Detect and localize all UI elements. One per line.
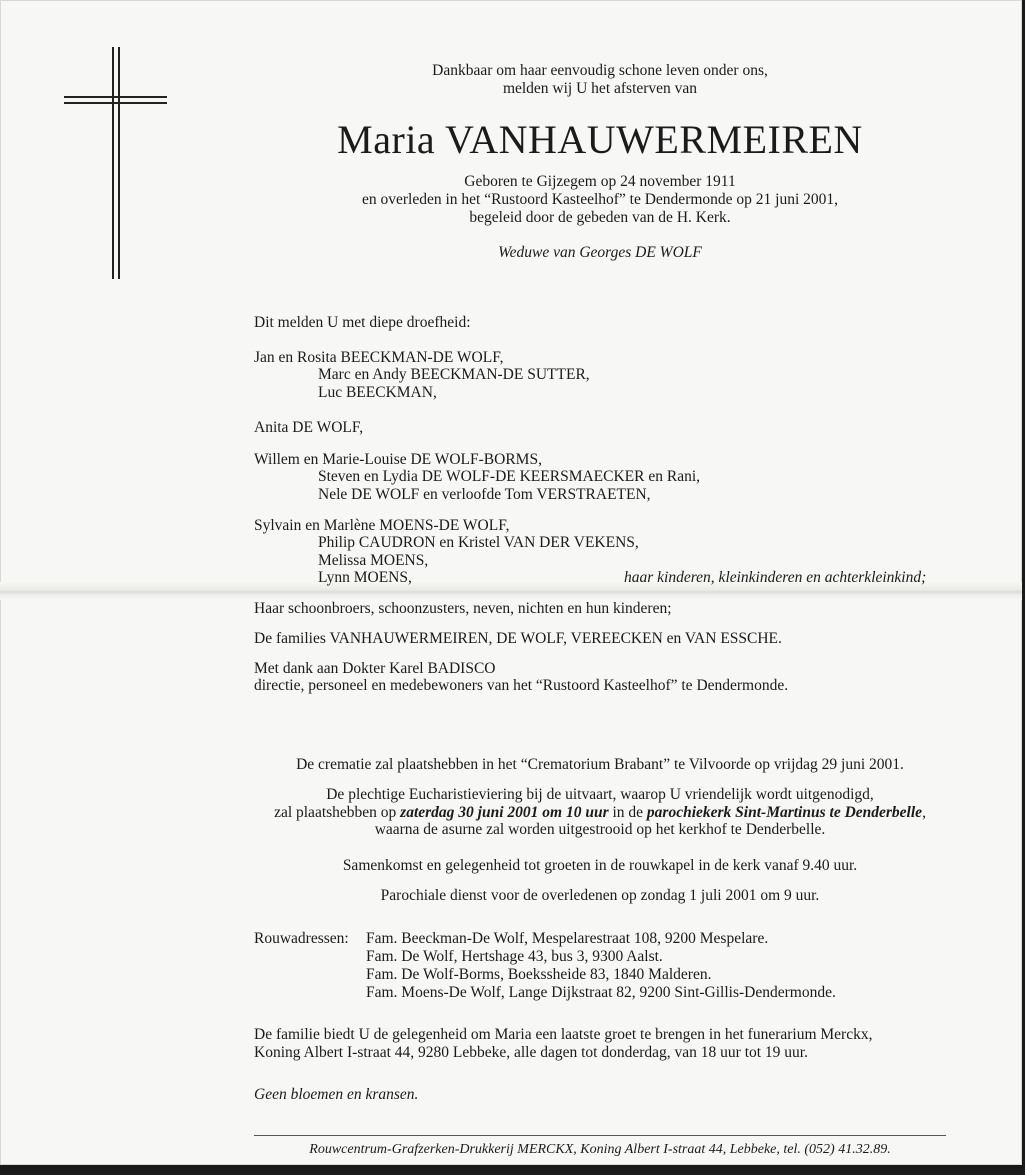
death-line: en overleden in het “Rustoord Kasteelhof” te Dendermonde op 21 juni 2001,	[361, 191, 839, 208]
family-member: Willem en Marie-Louise DE WOLF-BORMS,	[254, 451, 542, 468]
mass-line-3: waarna de asurne zal worden uitgestrooid op het kerkhof te Denderbelle.	[374, 821, 826, 838]
mass-text: in de	[608, 804, 647, 821]
relatives-line: Haar schoonbroers, schoonzusters, neven, nichten en hun kinderen;	[254, 600, 672, 617]
thanks-line-2: directie, personeel en medebewoners van het “Rustoord Kasteelhof” te Dendermonde.	[254, 677, 789, 694]
announcement: Dit melden U met diepe droefheid:	[254, 314, 471, 331]
family-member: Melissa MOENS,	[318, 552, 429, 569]
birth-line: Geboren te Gijzegem op 24 november 1911	[464, 173, 736, 190]
no-flowers: Geen bloemen en kransen.	[254, 1086, 419, 1103]
family-member: Sylvain en Marlène MOENS-DE WOLF,	[254, 517, 510, 534]
deceased-name: Maria VANHAUWERMEIREN	[337, 117, 863, 162]
intro-line-2: melden wij U het afsterven van	[502, 80, 698, 97]
parish-line: Parochiale dienst voor de overledenen op zondag 1 juli 2001 om 9 uur.	[380, 887, 820, 904]
address-item: Fam. De Wolf, Hertshage 43, bus 3, 9300 Aalst.	[366, 948, 663, 965]
footer-divider	[254, 1135, 946, 1136]
family-member: Steven en Lydia DE WOLF-DE KEERSMAECKER en Rani,	[318, 468, 701, 485]
widow-line: Weduwe van Georges DE WOLF	[498, 244, 702, 261]
mass-date: zaterdag 30 juni 2001 om 10 uur	[400, 804, 609, 821]
family-member: Marc en Andy BEECKMAN-DE SUTTER,	[318, 366, 590, 383]
family-member: Philip CAUDRON en Kristel VAN DER VEKENS,	[318, 534, 639, 551]
family-member: Lynn MOENS,	[318, 569, 412, 586]
family-member: Jan en Rosita BEECKMAN-DE WOLF,	[254, 349, 504, 366]
mass-line-1: De plechtige Eucharistieviering bij de uitvaart, waarop U vriendelijk wordt uitgenodigd,	[326, 786, 874, 803]
mass-text: ,	[922, 804, 926, 821]
address-item: Fam. De Wolf-Borms, Boekssheide 83, 1840 Malderen.	[366, 966, 712, 983]
family-member: Luc BEECKMAN,	[318, 384, 437, 401]
addresses-label: Rouwadressen:	[254, 930, 349, 947]
family-member: Nele DE WOLF en verloofde Tom VERSTRAETEN,	[318, 486, 651, 503]
gathering-line: Samenkomst en gelegenheid tot groeten in de rouwkapel in de kerk vanaf 9.40 uur.	[342, 857, 858, 874]
mass-text: zal plaatshebben op	[274, 804, 401, 821]
intro-line-1: Dankbaar om haar eenvoudig schone leven onder ons,	[432, 62, 768, 79]
address-item: Fam. Beeckman-De Wolf, Mespelarestraat 108, 9200 Mespelare.	[366, 930, 769, 947]
accompanied-line: begeleid door de gebeden van de H. Kerk.	[469, 209, 731, 226]
mass-line-2	[274, 804, 926, 822]
address-item: Fam. Moens-De Wolf, Lange Dijkstraat 82, 9200 Sint-Gillis-Dendermonde.	[366, 984, 836, 1001]
family-relation: haar kinderen, kleinkinderen en achterkleinkind;	[624, 569, 927, 586]
visit-line-1: De familie biedt U de gelegenheid om Maria een laatste groet te brengen in het funerarium Merckx,	[254, 1026, 873, 1043]
families-line: De families VANHAUWERMEIREN, DE WOLF, VEREECKEN en VAN ESSCHE.	[254, 630, 782, 647]
cremation-line: De crematie zal plaatshebben in het “Crematorium Brabant” te Vilvoorde op vrijdag 29 juni 2001.	[296, 756, 904, 773]
printer-footer: Rouwcentrum-Grafzerken-Drukkerij MERCKX, Koning Albert I-straat 44, Lebbeke, tel. (052) 41.32.89.	[309, 1142, 891, 1157]
thanks-line-1: Met dank aan Dokter Karel BADISCO	[254, 660, 496, 677]
family-member: Anita DE WOLF,	[254, 419, 364, 436]
visit-line-2: Koning Albert I-straat 44, 9280 Lebbeke, alle dagen tot donderdag, van 18 uur tot 19 uur.	[254, 1044, 808, 1061]
mass-church: parochiekerk Sint-Martinus te Denderbelle	[646, 804, 923, 821]
